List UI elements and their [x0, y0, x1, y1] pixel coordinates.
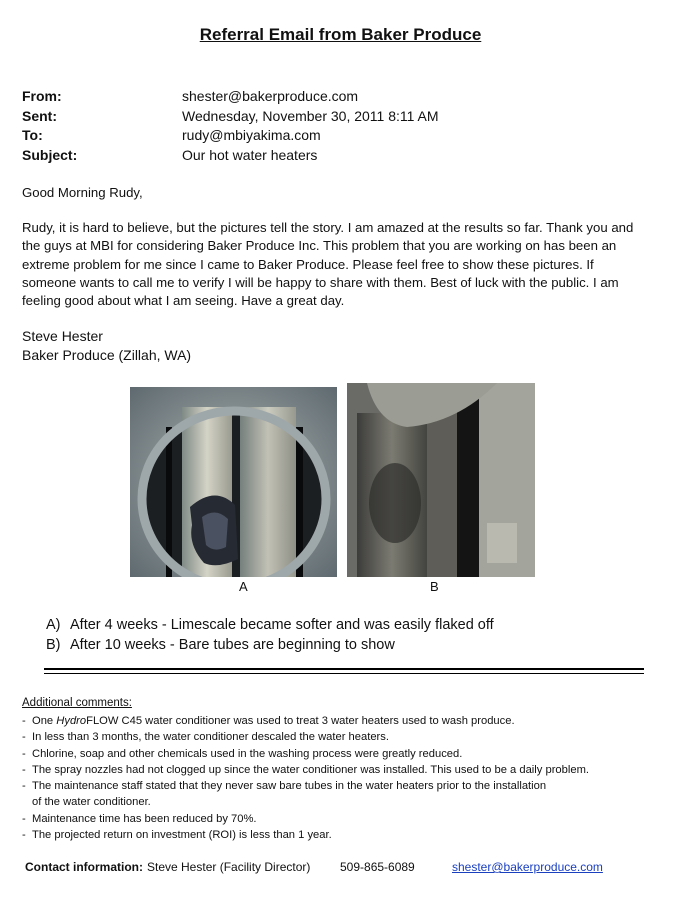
list-item [22, 762, 672, 778]
list-bullet: - [22, 731, 26, 744]
photo-b-caption: B [430, 579, 439, 594]
list-marker: B) [46, 637, 61, 653]
list-item-text: Chlorine, soap and other chemicals used in the washing process were greatly reduced. [32, 747, 463, 760]
header-value: Wednesday, November 30, 2011 8:11 AM [182, 107, 439, 124]
list-item [22, 827, 672, 843]
signature-company: Baker Produce (Zillah, WA) [22, 347, 192, 363]
list-bullet: - [22, 829, 26, 842]
contact-email-link[interactable]: shester@bakerproduce.com [452, 860, 603, 874]
list-bullet: - [22, 763, 26, 776]
contact-label: Contact information: [25, 860, 143, 874]
list-item [46, 615, 494, 635]
list-item-text: After 4 weeks - Limescale became softer and was easily flaked off [70, 617, 494, 633]
list-item-text: In less than 3 months, the water conditioner descaled the water heaters. [32, 731, 389, 744]
list-bullet: - [22, 747, 26, 760]
contact-person: Steve Hester (Facility Director) [147, 860, 311, 874]
header-value: Our hot water heaters [182, 146, 318, 163]
header-value: shester@bakerproduce.com [182, 88, 359, 104]
results-list [46, 615, 494, 655]
additional-comments-heading: Additional comments: [22, 697, 132, 709]
list-item [22, 811, 672, 827]
list-item [22, 746, 672, 762]
signature [22, 327, 642, 365]
list-item-text: The projected return on investment (ROI) is less than 1 year. [32, 829, 332, 842]
list-item [22, 713, 672, 729]
list-bullet: - [22, 715, 26, 727]
list-item-text: The spray nozzles had not clogged up since the water conditioner was installed. This used to be a daily problem. [32, 763, 590, 776]
brand-italic: Hydro [56, 715, 87, 727]
list-marker: A) [46, 617, 61, 633]
list-item-text: The maintenance staff stated that they never saw bare tubes in the water heaters prior to the installation of the water conditioner. [32, 780, 547, 809]
photo-a-caption: A [239, 579, 248, 594]
header-label: Subject: [22, 146, 78, 163]
header-label: Sent: [22, 107, 57, 124]
photo-a [130, 387, 337, 577]
photo-b [347, 383, 535, 577]
list-item-text: Maintenance time has been reduced by 70%. [32, 812, 257, 825]
list-item-text [32, 713, 515, 729]
email-header-to [22, 126, 321, 146]
divider [44, 673, 644, 674]
header-label: To: [22, 127, 43, 143]
text-fragment: FLOW C45 water conditioner was used to treat 3 water heaters used to wash produce. [86, 715, 515, 727]
page-title: Referral Email from Baker Produce [199, 25, 482, 44]
additional-comments-list [22, 713, 672, 843]
divider [44, 668, 644, 670]
list-item [22, 778, 672, 811]
header-value: rudy@mbiyakima.com [182, 127, 321, 143]
greeting: Good Morning Rudy, [22, 185, 143, 200]
contact-phone: 509-865-6089 [340, 860, 415, 874]
header-label: From: [22, 88, 62, 104]
list-bullet: - [22, 780, 26, 793]
list-item [22, 729, 672, 745]
text-fragment: One [32, 715, 57, 727]
signature-name: Steve Hester [22, 328, 103, 344]
list-item [46, 635, 494, 655]
email-header-sent [22, 107, 439, 127]
message-body: Rudy, it is hard to believe, but the pictures tell the story. I am amazed at the results so far. Thank you and the guys at MBI for considering Baker Produce Inc. This problem that you are working on has been an extreme problem for me since I came to Baker Produce. Please feel free to show these pictures. If someone wants to call me to verify I will be happy to share with them. Best of luck with the public. I am feeling good about what I am seeing. Have a great day. [22, 220, 634, 309]
email-header-subject [22, 146, 317, 166]
list-bullet: - [22, 812, 26, 825]
email-header-from [22, 87, 358, 107]
list-item-text: After 10 weeks - Bare tubes are beginning to show [70, 637, 395, 653]
